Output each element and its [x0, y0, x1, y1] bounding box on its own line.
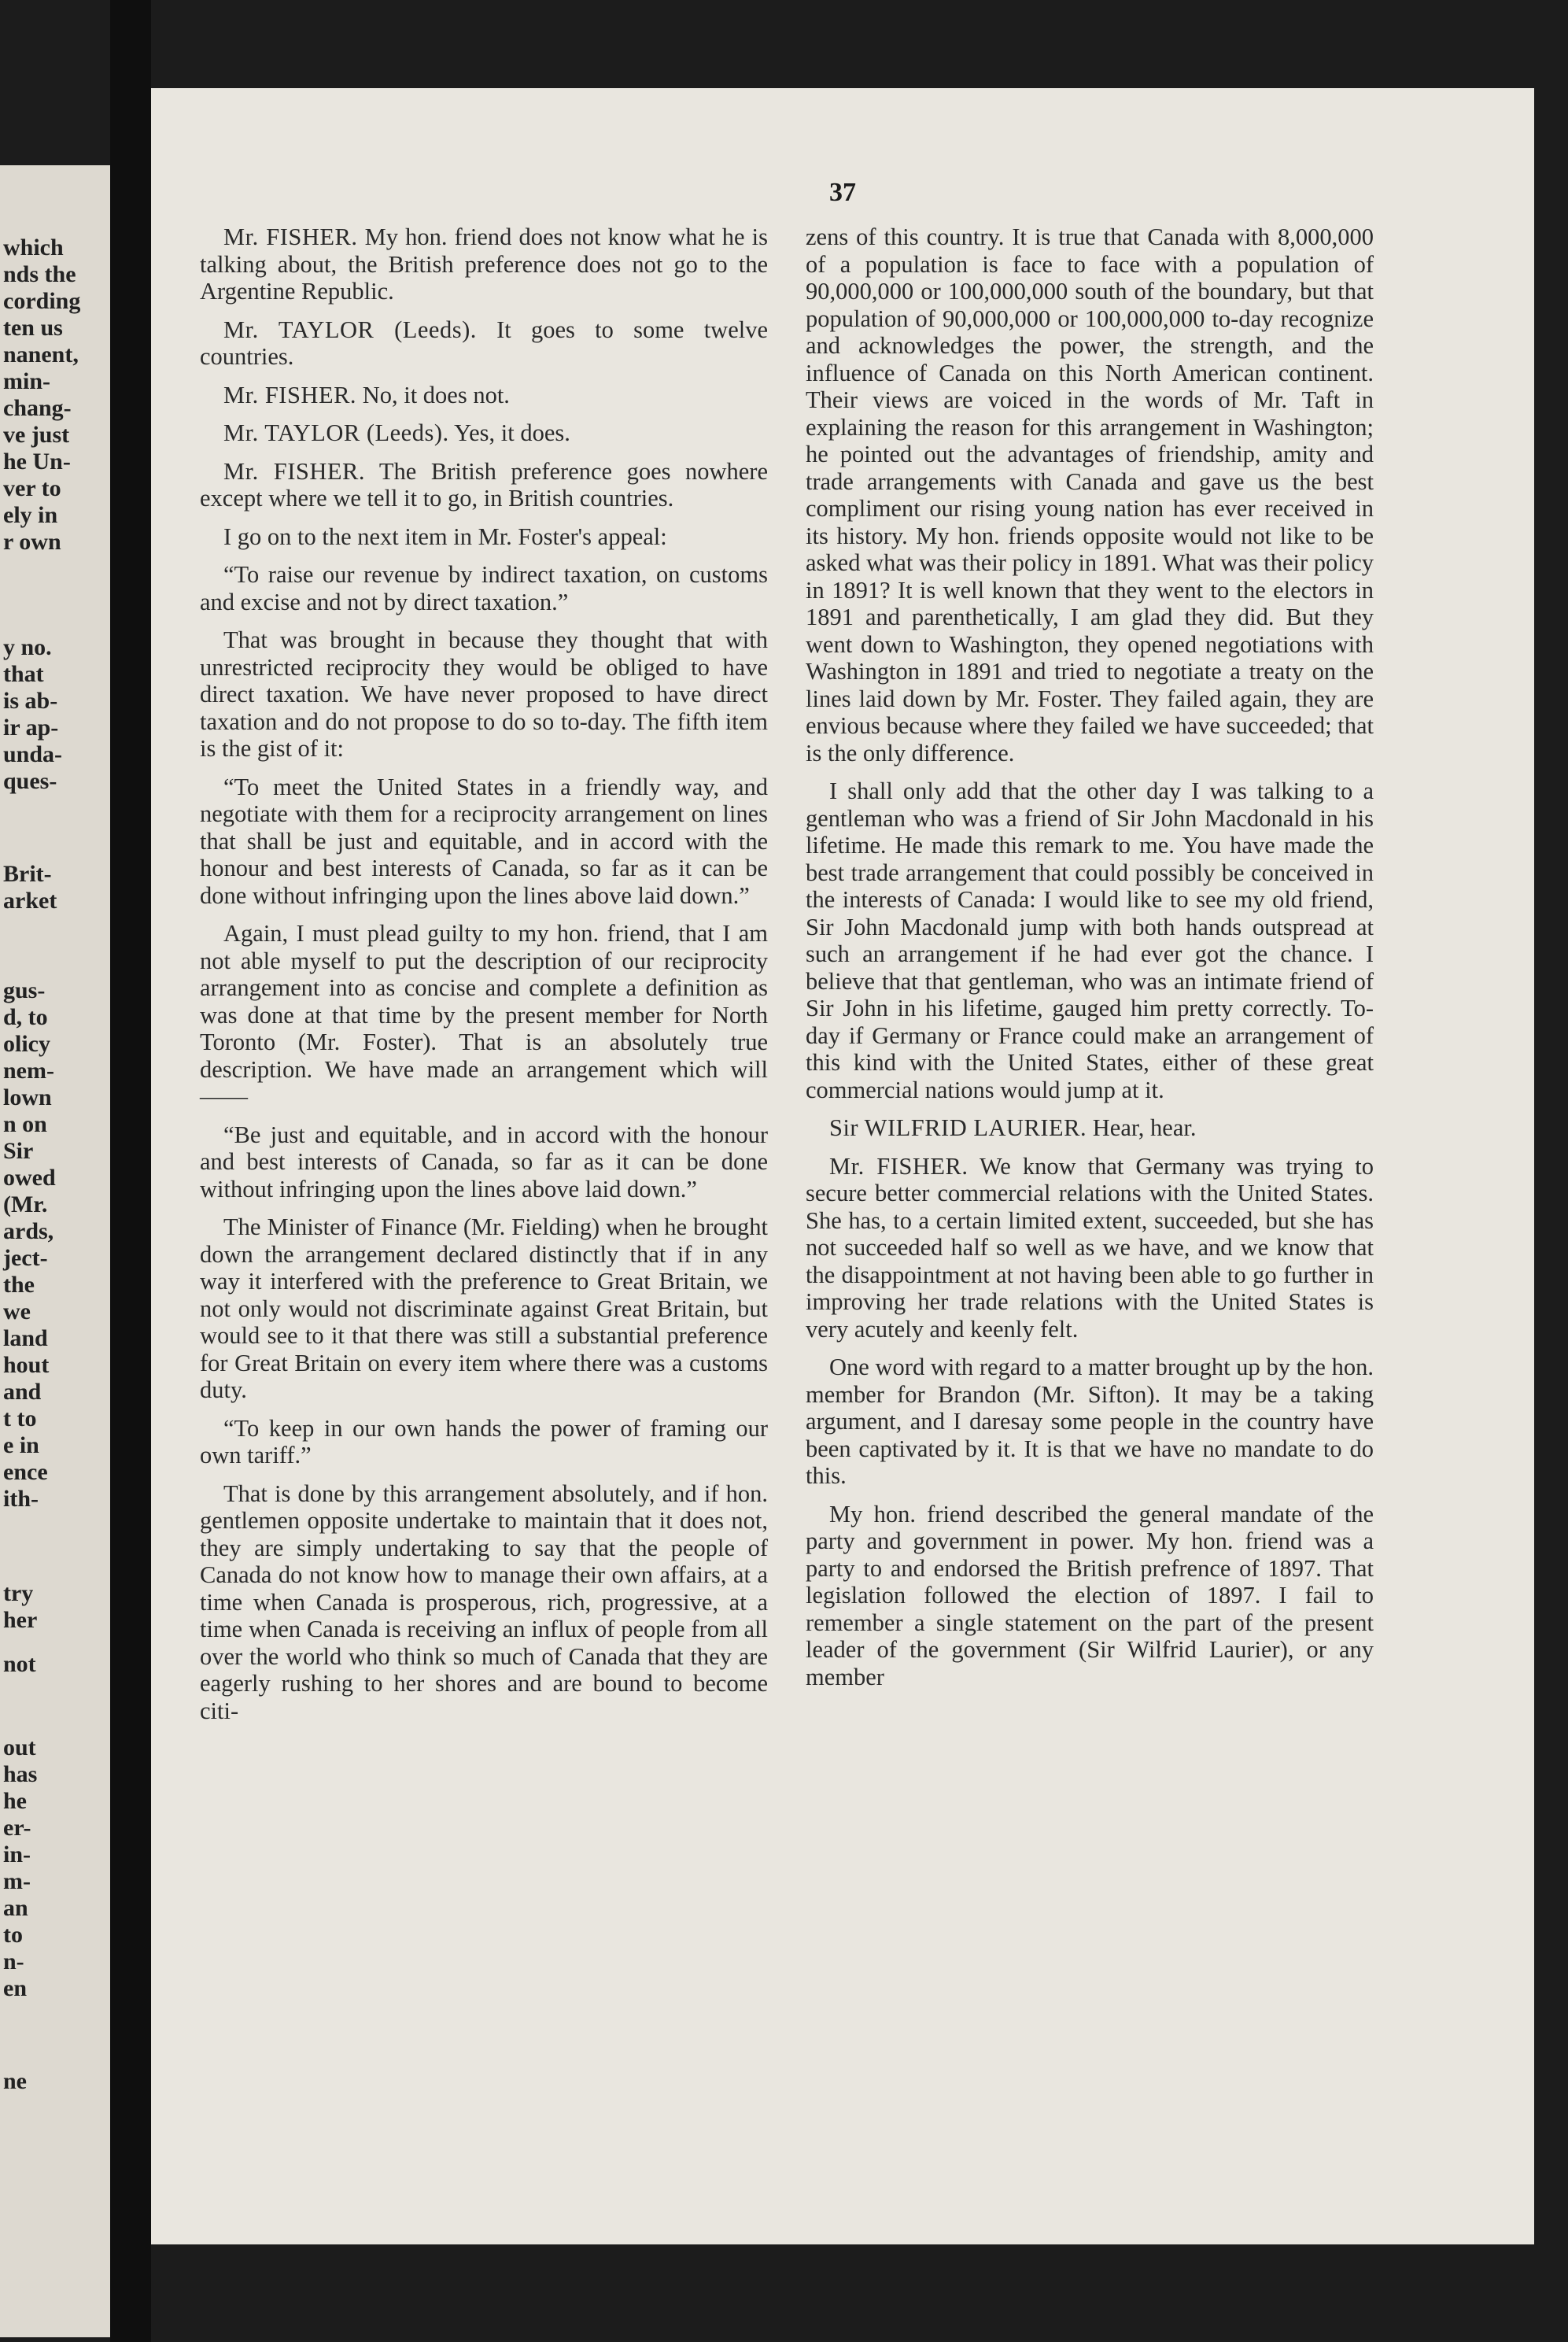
left-page-text-fragment: cording: [3, 288, 81, 314]
left-page-text-fragment: Sir: [3, 1138, 34, 1164]
paragraph: [806, 778, 1374, 1103]
left-page-text-fragment: ards,: [3, 1218, 54, 1244]
speaker-name: Mr. TAYLOR (Leeds).: [223, 316, 477, 343]
left-page-text-fragment: y no.: [3, 634, 52, 660]
page-number: 37: [829, 178, 856, 207]
left-page-text-fragment: nem-: [3, 1058, 54, 1084]
left-page-text-fragment: hout: [3, 1352, 50, 1378]
paragraph: [200, 223, 768, 305]
paragraph: [200, 1480, 768, 1725]
quoted-passage: [200, 1415, 768, 1469]
paragraph: [200, 382, 768, 409]
left-page-text-fragment: en: [3, 1975, 27, 2001]
left-page-text-fragment: to: [3, 1922, 23, 1948]
left-page-text-fragment: the: [3, 1272, 35, 1298]
left-page-text-fragment: unda-: [3, 741, 63, 767]
paragraph: [806, 1153, 1374, 1343]
left-page-text-fragment: ne: [3, 2068, 27, 2094]
left-page-text-fragment: (Mr.: [3, 1191, 48, 1217]
paragraph-text: Yes, it does.: [454, 419, 570, 446]
left-page-text-fragment: an: [3, 1895, 28, 1921]
left-page-text-fragment: nanent,: [3, 342, 79, 368]
left-page-text-fragment: ques-: [3, 768, 57, 794]
left-page-text-fragment: olicy: [3, 1031, 50, 1057]
left-page-text-fragment: we: [3, 1298, 31, 1324]
speaker-name: Mr. FISHER.: [223, 381, 357, 408]
left-column: [200, 223, 768, 1735]
left-page-text-fragment: ject-: [3, 1245, 48, 1271]
paragraph-text: “To keep in our own hands the power of framing our own tariff.”: [200, 1414, 768, 1468]
left-page-text-fragment: arket: [3, 888, 57, 914]
paragraph: [200, 1213, 768, 1404]
book-gutter: [110, 0, 151, 2342]
speaker-name: Sir WILFRID LAURIER.: [829, 1114, 1087, 1141]
quoted-passage: [200, 774, 768, 910]
paragraph: [806, 1354, 1374, 1490]
left-page-text-fragment: gus-: [3, 977, 46, 1003]
paragraph: [200, 316, 768, 371]
paragraph: [806, 223, 1374, 767]
left-page-text-fragment: ely in: [3, 502, 58, 528]
paragraph-text: That was brought in because they thought that with unrestricted reciprocity they would be obliged to have direct taxation. We have never proposed to have direct taxation and do not propose to do so to-day. The fifth item is the gist of it:: [200, 626, 768, 762]
left-page-text-fragment: ence: [3, 1459, 48, 1485]
speaker-name: Mr. TAYLOR (Leeds).: [223, 419, 449, 446]
paragraph-text: I shall only add that the other day I was talking to a gentleman who was a friend of Sir John Macdonald in his lifetime. He made this remark to me. You have made the best trade arrangement that could possibly be conceived in the interests of Canada: I would like to see my old friend, Sir John Macdonald jump with both hands outspread at such an arrangement if he had ever got the chance. I believe that that gentleman, who was an intimate friend of Sir John in his lifetime, gauged him pretty correctly. To-day if Germany or France could make an arrangement of this kind with the United States, either of these great commercial nations would jump at it.: [806, 778, 1374, 1103]
left-page-text-fragment: not: [3, 1651, 36, 1677]
left-page-text-fragment: is ab-: [3, 688, 58, 714]
left-page-text-fragment: nds the: [3, 261, 76, 287]
left-page-text-fragment: try: [3, 1580, 34, 1606]
left-page-text-fragment: has: [3, 1761, 38, 1787]
left-page-text-fragment: owed: [3, 1165, 56, 1191]
left-page-text-fragment: ith-: [3, 1486, 39, 1512]
right-column: [806, 223, 1374, 1701]
left-page-text-fragment: d, to: [3, 1004, 48, 1030]
left-page-text-fragment: e in: [3, 1432, 39, 1458]
paragraph-text: “Be just and equitable, and in accord with the honour and best interests of Canada, so far as it can be done without infringing upon the lines above laid down.”: [200, 1121, 768, 1202]
left-page-text-fragment: which: [3, 235, 64, 260]
left-page-text-fragment: min-: [3, 368, 50, 394]
left-page-text-fragment: that: [3, 661, 44, 687]
left-page-text-fragment: lown: [3, 1084, 52, 1110]
paragraph-text: My hon. friend does not know what he is talking about, the British preference does not go to the Argentine Republic.: [200, 223, 768, 305]
paragraph: [200, 458, 768, 512]
left-page-text-fragment: m-: [3, 1868, 31, 1894]
left-page-text-fragment: er-: [3, 1815, 31, 1841]
left-page-text-fragment: t to: [3, 1406, 37, 1431]
quoted-passage: [200, 1121, 768, 1203]
left-page-text-fragment: ver to: [3, 475, 61, 501]
left-page-text-fragment: land: [3, 1325, 48, 1351]
paragraph: [200, 920, 768, 1110]
left-page-text-fragment: r own: [3, 529, 61, 555]
left-page-text-fragment: Brit-: [3, 861, 52, 887]
left-page-text-fragment: chang-: [3, 395, 72, 421]
speaker-name: Mr. FISHER.: [829, 1152, 968, 1180]
left-page-text-fragment: out: [3, 1734, 36, 1760]
speaker-name: Mr. FISHER.: [223, 457, 365, 485]
left-page-text-fragment: ve just: [3, 422, 70, 448]
left-page-text-fragment: he: [3, 1788, 27, 1814]
paragraph: [200, 523, 768, 551]
left-page-text-fragment: n on: [3, 1111, 47, 1137]
paragraph-text: “To raise our revenue by indirect taxation, on customs and excise and not by direct taxation.”: [200, 561, 768, 615]
paragraph-text: One word with regard to a matter brought up by the hon. member for Brandon (Mr. Sifton). It may be a taking argument, and I daresay some people in the country have been captivated by it. It is that we have no mandate to do this.: [806, 1354, 1374, 1489]
left-page-text-fragment: ir ap-: [3, 715, 59, 741]
paragraph-text: I go on to the next item in Mr. Foster's appeal:: [223, 523, 667, 550]
speaker-name: Mr. FISHER.: [223, 223, 358, 250]
paragraph-text: “To meet the United States in a friendly way, and negotiate with them for a reciprocity arrangement on lines that shall be just and equitable, and in accord with the honour and best interests of Canada, so far as it can be done without infringing upon the lines above laid down.”: [200, 773, 768, 909]
left-page-text-fragment: he Un-: [3, 449, 71, 475]
quoted-passage: [200, 561, 768, 615]
left-page-text-fragment: and: [3, 1379, 42, 1405]
paragraph-text: We know that Germany was trying to secure better commercial relations with the United States. She has, to a certain limited extent, succeeded, but she has not succeeded half so well as we have, and we know that the disappointment at not having been able to go further in improving her trade relations with the United States is very acutely and keenly felt.: [806, 1152, 1374, 1343]
paragraph: [200, 419, 768, 447]
paragraph-text: My hon. friend described the general mandate of the party and government in power. My hon. friend was a party to and endorsed the British prefrence of 1897. That legislation followed the election of 1897. I fail to remember a single statement on the part of the present leader of the government (Sir Wilfrid Laurier), or any member: [806, 1500, 1374, 1690]
left-page-text-fragment: in-: [3, 1841, 31, 1867]
paragraph: [806, 1501, 1374, 1691]
paragraph-text: The British preference goes nowhere except where we tell it to go, in British countries.: [200, 457, 769, 512]
paragraph-text: The Minister of Finance (Mr. Fielding) when he brought down the arrangement declared distinctly that if in any way it interfered with the preference to Great Britain, we not only would not discriminate against Great Britain, but would see to it that there was still a substantial preference for Great Britain on every item where there was a customs duty.: [200, 1213, 768, 1403]
left-page-text-fragment: her: [3, 1607, 38, 1633]
left-page-text-fragment: n-: [3, 1949, 24, 1974]
paragraph-text: zens of this country. It is true that Canada with 8,000,000 of a population is face to face with a population of 90,000,000 or 100,000,000 south of the boundary, but that population of 90,000,000 or 100,000,000 to-day recognize and acknowledges the power, the strength, and the influence of Canada on this North American continent. Their views are voiced in the words of Mr. Taft in explaining the reason for this arrangement in Washington; he pointed out the advantages of friendship, amity and trade arrangements with Canada and gave us the best compliment our rising young nation has ever received in its history. My hon. friends opposite would not like to be asked what was their policy in 1891. What was their policy in 1891? It is well known that they went to the electors in 1891 and parenthetically, I am glad they did. But they went down to Washington, they opened negotiations with Washington in 1891 and tried to negotiate a treaty on the lines laid down by Mr. Foster. They failed again, they are envious because where they failed we have succeeded; that is the only difference.: [806, 223, 1374, 767]
paragraph-text: It goes to some twelve countries.: [200, 316, 769, 370]
adjacent-page-edge: [0, 165, 110, 2337]
paragraph-text: Hear, hear.: [1092, 1114, 1197, 1141]
paragraph-text: Again, I must plead guilty to my hon. friend, that I am not able myself to put the description of our reciprocity arrangement into as concise and complete a definition as was done at that time by the present member for North Toronto (Mr. Foster). That is an absolutely true description. We have made an arrangement which will——: [200, 920, 768, 1110]
left-page-text-fragment: ten us: [3, 315, 63, 341]
paragraph: [200, 626, 768, 763]
paragraph: [806, 1114, 1374, 1142]
paragraph-text: That is done by this arrangement absolutely, and if hon. gentlemen opposite undertake to maintain that it does not, they are simply undertaking to say that the people of Canada do not know how to manage their own affairs, at a time when Canada is prosperous, rich, progressive, at a time when Canada is receiving an influx of people from all over the world who think so much of Canada that they are eagerly rushing to her shores and are bound to become citi-: [200, 1479, 768, 1724]
document-page: [151, 88, 1534, 2244]
paragraph-text: No, it does not.: [362, 381, 510, 408]
